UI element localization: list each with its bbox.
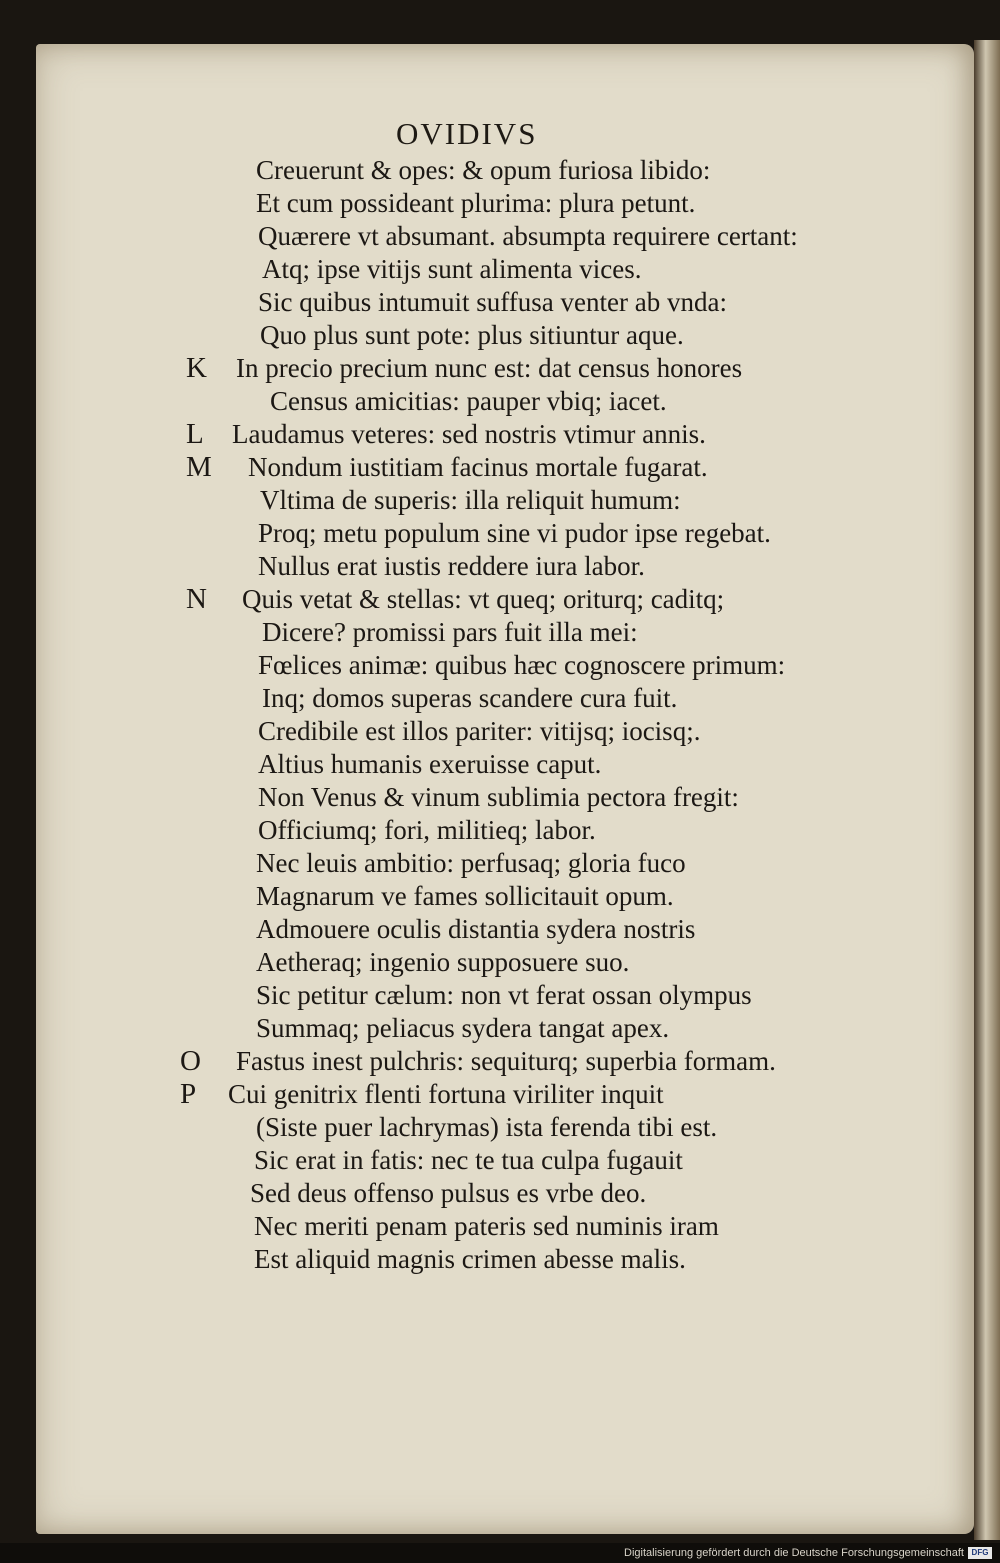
verse-line: Quærere vt absumant. absumpta requirere certant: — [258, 221, 798, 251]
verse-line: Credibile est illos pariter: vitijsq; iocisq;. — [258, 716, 701, 746]
verse-line: Admouere oculis distantia sydera nostris — [256, 914, 696, 944]
page-edge — [974, 40, 1000, 1540]
section-marker: K — [186, 352, 207, 384]
footer-credit: Digitalisierung gefördert durch die Deutsche Forschungsgemeinschaft — [624, 1547, 964, 1559]
verse-line: Vltima de superis: illa reliquit humum: — [260, 485, 681, 515]
verse-line: Non Venus & vinum sublimia pectora fregit: — [258, 782, 739, 812]
verse-line: Dicere? promissi pars fuit illa mei: — [262, 617, 638, 647]
verse-line: Sic erat in fatis: nec te tua culpa fugauit — [254, 1145, 683, 1175]
verse-line: Quo plus sunt pote: plus sitiuntur aque. — [260, 320, 684, 350]
verse-line: Sic petitur cælum: non vt ferat ossan olympus — [256, 980, 752, 1010]
verse-line: Laudamus veteres: sed nostris vtimur annis. — [232, 419, 706, 449]
verse-line: Nullus erat iustis reddere iura labor. — [258, 551, 645, 581]
verse-line: Census amicitias: pauper vbiq; iacet. — [270, 386, 667, 416]
verse-line: Quis vetat & stellas: vt queq; oriturq; caditq; — [242, 584, 725, 614]
verse-line: Sed deus offenso pulsus es vrbe deo. — [250, 1178, 647, 1208]
section-marker: P — [180, 1078, 197, 1110]
verse-line: Creuerunt & opes: & opum furiosa libido: — [256, 155, 711, 185]
verse-line: Fastus inest pulchris: sequiturq; superbia formam. — [236, 1046, 776, 1076]
verse-line: Cui genitrix flenti fortuna viriliter inquit — [228, 1079, 664, 1109]
verse-line: Nec leuis ambitio: perfusaq; gloria fuco — [256, 848, 686, 878]
verse-line: Proq; metu populum sine vi pudor ipse regebat. — [258, 518, 771, 548]
verse-line: Atq; ipse vitijs sunt alimenta vices. — [262, 254, 642, 284]
verse-line: Sic quibus intumuit suffusa venter ab vnda: — [258, 287, 727, 317]
section-marker: N — [186, 583, 207, 615]
section-marker: L — [186, 418, 204, 450]
verse-line: Officiumq; fori, militieq; labor. — [258, 815, 596, 845]
digitization-footer — [0, 1543, 1000, 1563]
verse-line: Inq; domos superas scandere cura fuit. — [262, 683, 678, 713]
verse-line: Nondum iustitiam facinus mortale fugarat. — [248, 452, 708, 482]
verse-line: Nec meriti penam pateris sed numinis iram — [254, 1211, 719, 1241]
dfg-logo: DFG — [968, 1547, 992, 1559]
verse-line: Altius humanis exeruisse caput. — [258, 749, 602, 779]
section-marker: M — [186, 451, 212, 483]
section-marker: O — [180, 1045, 201, 1077]
verse-line: Fœlices animæ: quibus hæc cognoscere primum: — [258, 650, 786, 680]
verse-line: In precio precium nunc est: dat census honores — [236, 353, 743, 383]
verse-line: Summaq; peliacus sydera tangat apex. — [256, 1013, 670, 1043]
running-head: OVIDIVS — [396, 116, 538, 151]
verse-line: Est aliquid magnis crimen abesse malis. — [254, 1244, 686, 1274]
verse-line: Aetheraq; ingenio supposuere suo. — [256, 947, 630, 977]
verse-line: Magnarum ve fames sollicitauit opum. — [256, 881, 674, 911]
verse-line: (Siste puer lachrymas) ista ferenda tibi est. — [256, 1112, 718, 1142]
verse-line: Et cum possideant plurima: plura petunt. — [256, 188, 696, 218]
